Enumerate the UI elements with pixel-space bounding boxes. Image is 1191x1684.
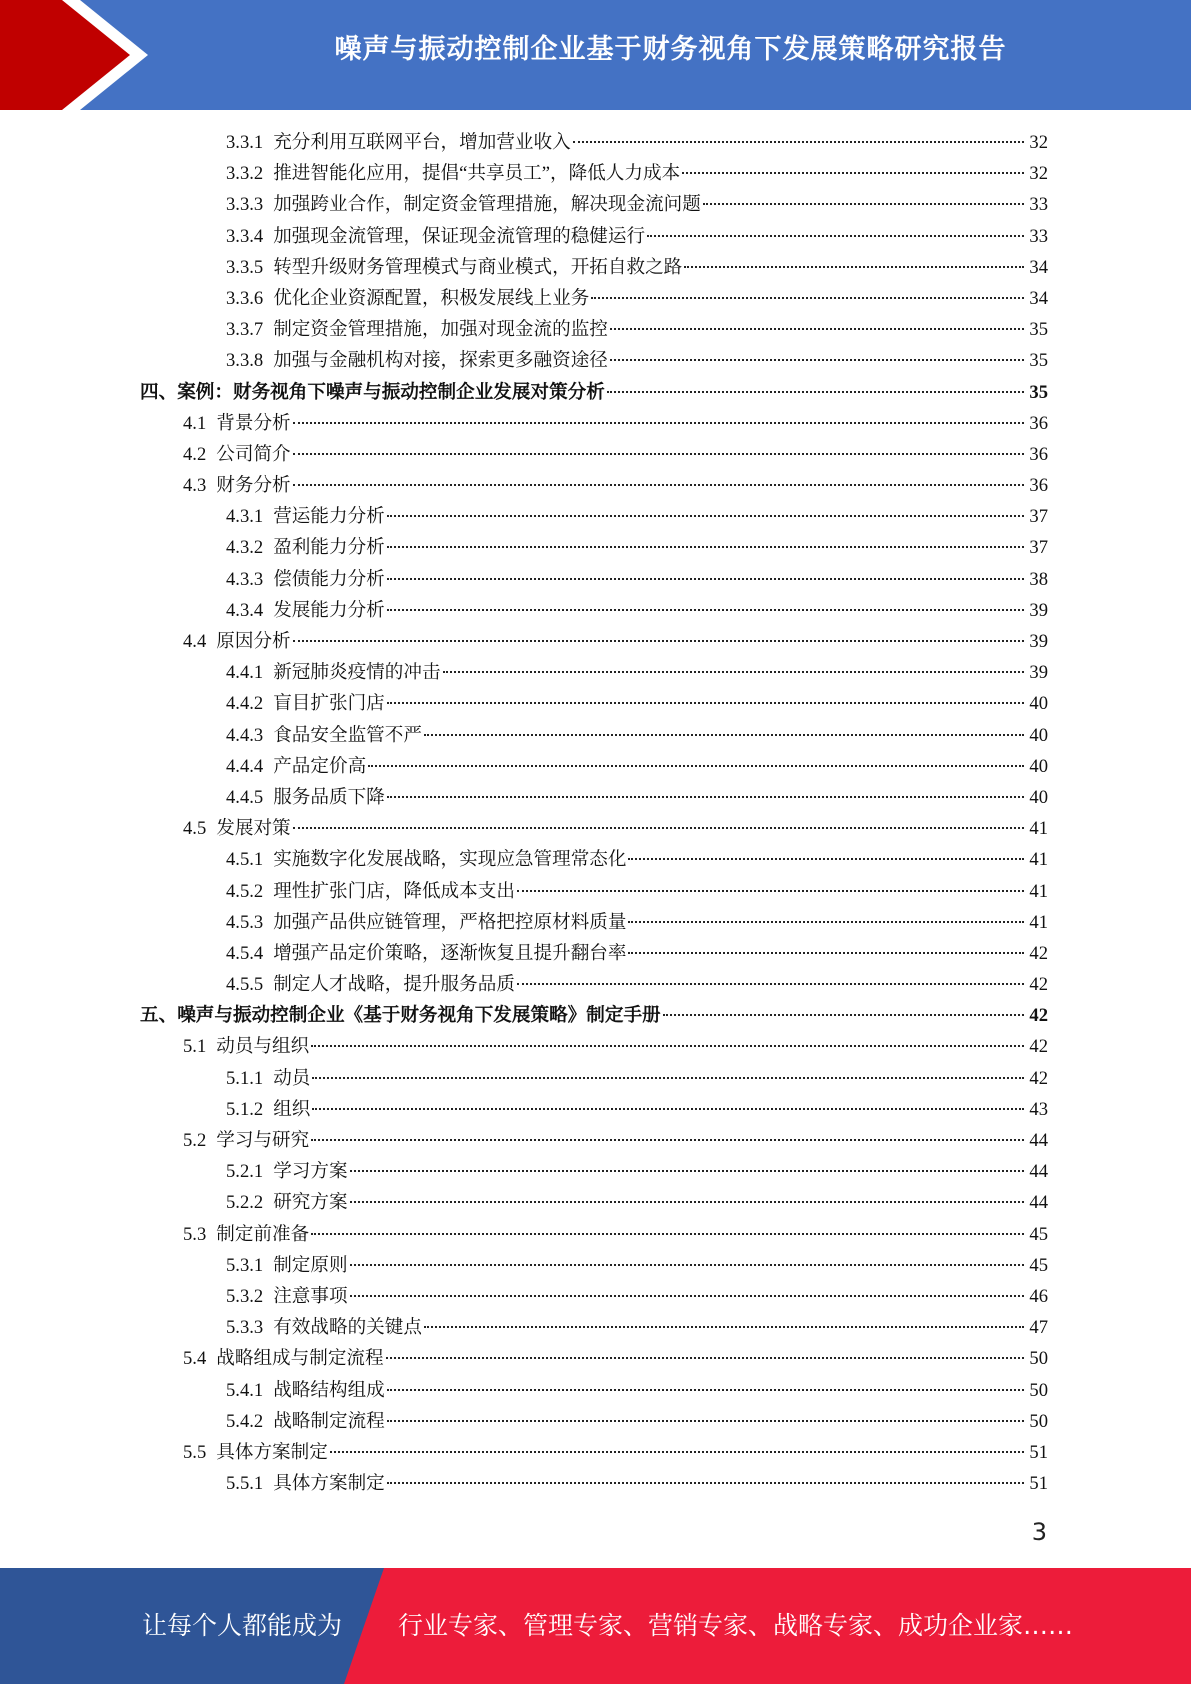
toc-entry-title: 制定人才战略，提升服务品质 (273, 974, 515, 996)
toc-entry-number: 3.3.5 (226, 256, 264, 278)
toc-entry[interactable] (140, 1187, 1048, 1218)
toc-entry-number: 4.4.1 (226, 662, 264, 684)
toc-entry-title: 学习与研究 (216, 1130, 310, 1151)
toc-entry[interactable] (140, 938, 1048, 969)
toc-dot-leader (703, 203, 1024, 205)
toc-dot-leader (387, 1482, 1024, 1484)
toc-entry-title: 营运能力分析 (273, 506, 385, 528)
toc-dot-leader (517, 983, 1024, 985)
toc-entry[interactable] (140, 470, 1048, 501)
toc-entry-number: 5.5.1 (226, 1473, 264, 1495)
toc-dot-leader (628, 858, 1024, 860)
toc-entry-title: 战略组成与制定流程 (216, 1348, 384, 1370)
footer-slogan-right: 行业专家、管理专家、营销专家、战略专家、成功企业家…… (398, 1611, 1074, 1640)
toc-entry-page: 37 (1029, 506, 1048, 528)
toc-entry-title: 实施数字化发展战略，实现应急管理常态化 (273, 849, 627, 871)
toc-dot-leader (293, 422, 1024, 424)
toc-entry[interactable] (140, 314, 1048, 345)
toc-entry-page: 51 (1029, 1473, 1048, 1495)
toc-dot-leader (387, 1389, 1024, 1391)
toc-dot-leader (647, 235, 1024, 237)
toc-entry-title: 案例：财务视角下噪声与振动控制企业发展对策分析 (177, 381, 605, 403)
toc-entry-number: 4.2 (183, 443, 207, 465)
toc-entry-number: 5.2.2 (226, 1192, 264, 1214)
toc-dot-leader (424, 1326, 1024, 1328)
toc-entry-title: 加强跨业合作，制定资金管理措施，解决现金流问题 (273, 194, 701, 216)
toc-entry[interactable] (140, 377, 1048, 408)
toc-entry[interactable] (140, 720, 1048, 751)
toc-entry-page: 36 (1029, 412, 1048, 434)
toc-dot-leader (591, 297, 1024, 299)
toc-entry[interactable] (140, 252, 1048, 283)
toc-dot-leader (311, 1233, 1024, 1235)
toc-entry-title: 战略结构组成 (273, 1379, 385, 1401)
toc-entry-title: 理性扩张门店，降低成本支出 (273, 880, 515, 902)
toc-entry-number: 4.4.3 (226, 724, 264, 746)
page-header (0, 0, 1191, 110)
toc-entry-page: 36 (1029, 475, 1048, 497)
toc-dot-leader (607, 391, 1024, 393)
toc-entry-page: 46 (1029, 1285, 1048, 1307)
toc-entry-page: 36 (1029, 443, 1048, 465)
toc-entry-title: 加强与金融机构对接，探索更多融资途径 (273, 350, 608, 372)
toc-entry-number: 5.3.2 (226, 1285, 264, 1307)
toc-entry-number: 3.3.2 (226, 163, 264, 185)
toc-entry-number: 4.4.2 (226, 693, 264, 715)
toc-entry-number: 4.3.1 (226, 506, 264, 528)
toc-entry-title: 有效战略的关键点 (273, 1317, 422, 1339)
toc-entry[interactable] (140, 283, 1048, 314)
toc-entry[interactable] (140, 1156, 1048, 1187)
toc-dot-leader (663, 1014, 1024, 1016)
toc-dot-leader (682, 172, 1024, 174)
toc-entry-number: 4.5.1 (226, 849, 264, 871)
toc-entry-page: 39 (1029, 599, 1048, 621)
toc-entry-title: 财务分析 (216, 475, 291, 497)
toc-entry-page: 40 (1029, 755, 1048, 777)
footer-slogan-left: 让每个人都能成为 (142, 1611, 343, 1640)
toc-dot-leader (387, 1420, 1024, 1422)
toc-entry[interactable] (140, 1000, 1048, 1031)
page-footer (0, 1568, 1191, 1684)
toc-entry[interactable] (140, 1094, 1048, 1125)
toc-entry-page: 50 (1029, 1410, 1048, 1432)
toc-entry-number: 3.3.7 (226, 319, 264, 341)
toc-entry-title: 新冠肺炎疫情的冲击 (273, 662, 441, 684)
toc-entry-title: 制定资金管理措施，加强对现金流的监控 (273, 319, 608, 341)
toc-entry-page: 47 (1029, 1317, 1048, 1339)
toc-entry-title: 产品定价高 (273, 755, 367, 777)
toc-entry-title: 盲目扩张门店 (273, 693, 385, 715)
toc-entry-page: 39 (1029, 631, 1048, 652)
toc-entry[interactable] (140, 813, 1048, 844)
toc-entry-number: 4.3.2 (226, 537, 264, 559)
toc-entry[interactable] (140, 657, 1048, 688)
toc-entry-number: 5.1.1 (226, 1067, 264, 1089)
toc-entry-number: 5.1.2 (226, 1098, 264, 1120)
toc-dot-leader (350, 1170, 1024, 1172)
toc-entry-page: 38 (1029, 568, 1048, 590)
toc-entry-page: 33 (1029, 194, 1048, 216)
toc-dot-leader (293, 640, 1024, 642)
toc-entry[interactable] (140, 532, 1048, 563)
toc-entry-number: 3.3.8 (226, 350, 264, 372)
toc-entry-number: 5.3 (183, 1223, 207, 1245)
toc-entry[interactable] (140, 439, 1048, 470)
toc-entry[interactable] (140, 876, 1048, 907)
toc-entry-page: 45 (1029, 1223, 1048, 1245)
toc-entry-number: 5.4.2 (226, 1410, 264, 1432)
toc-entry-page: 50 (1029, 1379, 1048, 1401)
toc-entry[interactable] (140, 1312, 1048, 1343)
toc-entry-number: 4.1 (183, 412, 207, 434)
toc-dot-leader (628, 952, 1024, 954)
toc-entry-title: 制定原则 (273, 1254, 348, 1276)
toc-entry-title: 加强现金流管理，保证现金流管理的稳健运行 (273, 225, 646, 247)
toc-dot-leader (610, 328, 1024, 330)
toc-entry-page: 41 (1029, 911, 1048, 933)
toc-entry-page: 43 (1029, 1098, 1048, 1120)
toc-entry-title: 偿债能力分析 (273, 568, 385, 590)
toc-entry[interactable] (140, 1343, 1048, 1374)
toc-entry-title: 学习方案 (273, 1161, 348, 1183)
toc-entry-page: 33 (1029, 225, 1048, 247)
toc-entry[interactable] (140, 1031, 1048, 1062)
toc-dot-leader (684, 266, 1024, 268)
toc-entry-number: 3.3.1 (226, 132, 264, 153)
toc-dot-leader (350, 1264, 1024, 1266)
toc-dot-leader (387, 609, 1024, 611)
toc-entry-number: 五、 (140, 1005, 178, 1027)
toc-entry-page: 41 (1029, 880, 1048, 902)
toc-entry-page: 40 (1029, 786, 1048, 808)
toc-entry-title: 噪声与振动控制企业《基于财务视角下发展策略》制定手册 (177, 1005, 661, 1027)
toc-entry[interactable] (140, 221, 1048, 252)
toc-entry-page: 44 (1029, 1130, 1048, 1151)
toc-dot-leader (350, 1295, 1024, 1297)
document-title: 噪声与振动控制企业基于财务视角下发展策略研究报告 (334, 34, 1007, 65)
toc-entry[interactable] (140, 626, 1048, 657)
toc-dot-leader (424, 734, 1024, 736)
toc-entry-title: 背景分析 (216, 412, 291, 434)
toc-entry-number: 4.3 (183, 475, 207, 497)
toc-dot-leader (293, 827, 1024, 829)
toc-entry-number: 5.1 (183, 1036, 207, 1058)
toc-entry[interactable] (140, 751, 1048, 782)
toc-entry[interactable] (140, 1406, 1048, 1437)
toc-entry-number: 4.3.4 (226, 599, 264, 621)
toc-entry[interactable] (140, 127, 1048, 158)
toc-dot-leader (387, 796, 1024, 798)
toc-dot-leader (387, 702, 1024, 704)
toc-entry-number: 4.5.5 (226, 974, 264, 996)
toc-entry-number: 4.5.4 (226, 942, 264, 964)
toc-entry-page: 42 (1029, 1005, 1048, 1027)
toc-entry-number: 5.3.3 (226, 1317, 264, 1339)
table-of-contents (140, 127, 1048, 1499)
toc-entry[interactable] (140, 1375, 1048, 1406)
toc-entry-page: 40 (1029, 693, 1048, 715)
toc-entry[interactable] (140, 1281, 1048, 1312)
toc-entry-page: 45 (1029, 1254, 1048, 1276)
toc-entry[interactable] (140, 782, 1048, 813)
toc-entry[interactable] (140, 501, 1048, 532)
toc-entry[interactable] (140, 969, 1048, 1000)
toc-entry-page: 42 (1029, 974, 1048, 996)
toc-entry-page: 40 (1029, 724, 1048, 746)
toc-dot-leader (368, 765, 1024, 767)
toc-entry-page: 42 (1029, 1036, 1048, 1058)
toc-entry[interactable] (140, 1437, 1048, 1468)
page-number: 3 (1031, 1518, 1047, 1546)
toc-entry-number: 四、 (140, 381, 178, 403)
toc-dot-leader (330, 1451, 1024, 1453)
toc-entry[interactable] (140, 345, 1048, 376)
toc-dot-leader (350, 1201, 1024, 1203)
toc-entry-title: 动员与组织 (216, 1036, 310, 1058)
toc-dot-leader (312, 1077, 1024, 1079)
toc-entry-title: 盈利能力分析 (273, 537, 385, 559)
toc-entry-number: 3.3.3 (226, 194, 264, 216)
toc-entry[interactable] (140, 1063, 1048, 1094)
toc-dot-leader (443, 671, 1024, 673)
toc-entry-page: 32 (1029, 163, 1048, 185)
toc-entry-number: 5.4 (183, 1348, 207, 1370)
toc-entry-number: 4.5.2 (226, 880, 264, 902)
toc-entry-number: 5.2.1 (226, 1161, 264, 1183)
toc-entry[interactable] (140, 1250, 1048, 1281)
toc-entry-title: 充分利用互联网平台，增加营业收入 (273, 132, 571, 153)
toc-entry-page: 44 (1029, 1161, 1048, 1183)
toc-dot-leader (628, 921, 1024, 923)
toc-entry-title: 发展能力分析 (273, 599, 385, 621)
toc-entry[interactable] (140, 844, 1048, 875)
toc-dot-leader (312, 1108, 1024, 1110)
toc-entry-title: 制定前准备 (216, 1223, 310, 1245)
toc-entry-number: 3.3.6 (226, 287, 264, 309)
toc-dot-leader (311, 1045, 1024, 1047)
toc-dot-leader (387, 546, 1024, 548)
toc-entry-page: 34 (1029, 256, 1048, 278)
toc-entry-title: 战略制定流程 (273, 1410, 385, 1432)
toc-entry-number: 4.4 (183, 631, 207, 652)
toc-entry-title: 具体方案制定 (216, 1441, 328, 1463)
toc-dot-leader (517, 890, 1024, 892)
toc-entry-page: 39 (1029, 662, 1048, 684)
toc-entry-number: 4.4.4 (226, 755, 264, 777)
toc-entry-number: 4.5 (183, 818, 207, 840)
toc-entry-page: 41 (1029, 849, 1048, 871)
toc-entry-number: 5.5 (183, 1441, 207, 1463)
toc-entry[interactable] (140, 907, 1048, 938)
toc-entry-page: 44 (1029, 1192, 1048, 1214)
toc-entry[interactable] (140, 189, 1048, 220)
toc-entry-page: 35 (1029, 381, 1048, 403)
toc-entry-title: 服务品质下降 (273, 786, 385, 808)
toc-dot-leader (387, 515, 1024, 517)
toc-entry-page: 37 (1029, 537, 1048, 559)
toc-entry-title: 优化企业资源配置，积极发展线上业务 (273, 287, 590, 309)
toc-entry-title: 转型升级财务管理模式与商业模式，开拓自救之路 (273, 256, 683, 278)
toc-entry[interactable] (140, 1219, 1048, 1250)
toc-dot-leader (311, 1139, 1024, 1141)
toc-entry-number: 3.3.4 (226, 225, 264, 247)
toc-entry-title: 加强产品供应链管理，严格把控原材料质量 (273, 911, 627, 933)
toc-entry-title: 注意事项 (273, 1285, 348, 1307)
toc-entry[interactable] (140, 1468, 1048, 1499)
toc-entry-page: 35 (1029, 350, 1048, 372)
toc-entry-number: 5.4.1 (226, 1379, 264, 1401)
toc-entry-page: 34 (1029, 287, 1048, 309)
toc-entry-title: 研究方案 (273, 1192, 348, 1214)
toc-dot-leader (293, 484, 1024, 486)
toc-entry-title: 推进智能化应用，提倡“共享员工”，降低人力成本 (273, 163, 681, 185)
toc-entry-page: 41 (1029, 818, 1048, 840)
toc-entry-number: 4.3.3 (226, 568, 264, 590)
toc-entry-title: 组织 (273, 1098, 311, 1120)
toc-entry-page: 51 (1029, 1441, 1048, 1463)
toc-entry-number: 5.3.1 (226, 1254, 264, 1276)
toc-entry-page: 42 (1029, 942, 1048, 964)
toc-entry-title: 发展对策 (216, 818, 291, 840)
toc-entry[interactable] (140, 1125, 1048, 1156)
toc-entry-page: 50 (1029, 1348, 1048, 1370)
toc-entry-page: 42 (1029, 1067, 1048, 1089)
toc-entry-title: 增强产品定价策略，逐渐恢复且提升翻台率 (273, 942, 627, 964)
toc-entry-title: 具体方案制定 (273, 1473, 385, 1495)
toc-entry-page: 35 (1029, 319, 1048, 341)
toc-dot-leader (387, 578, 1024, 580)
toc-entry-number: 4.4.5 (226, 786, 264, 808)
toc-entry[interactable] (140, 595, 1048, 626)
toc-dot-leader (386, 1357, 1024, 1359)
toc-entry-title: 原因分析 (216, 631, 291, 652)
toc-entry-number: 4.5.3 (226, 911, 264, 933)
toc-dot-leader (610, 359, 1024, 361)
toc-dot-leader (573, 141, 1024, 143)
toc-entry-title: 食品安全监管不严 (273, 724, 422, 746)
toc-entry[interactable] (140, 564, 1048, 595)
toc-entry[interactable] (140, 688, 1048, 719)
toc-entry-title: 动员 (273, 1067, 311, 1089)
toc-entry-number: 5.2 (183, 1130, 207, 1151)
toc-entry[interactable] (140, 158, 1048, 189)
toc-entry-page: 32 (1029, 132, 1048, 153)
toc-dot-leader (293, 453, 1024, 455)
toc-entry-title: 公司简介 (216, 443, 291, 465)
toc-entry[interactable] (140, 408, 1048, 439)
